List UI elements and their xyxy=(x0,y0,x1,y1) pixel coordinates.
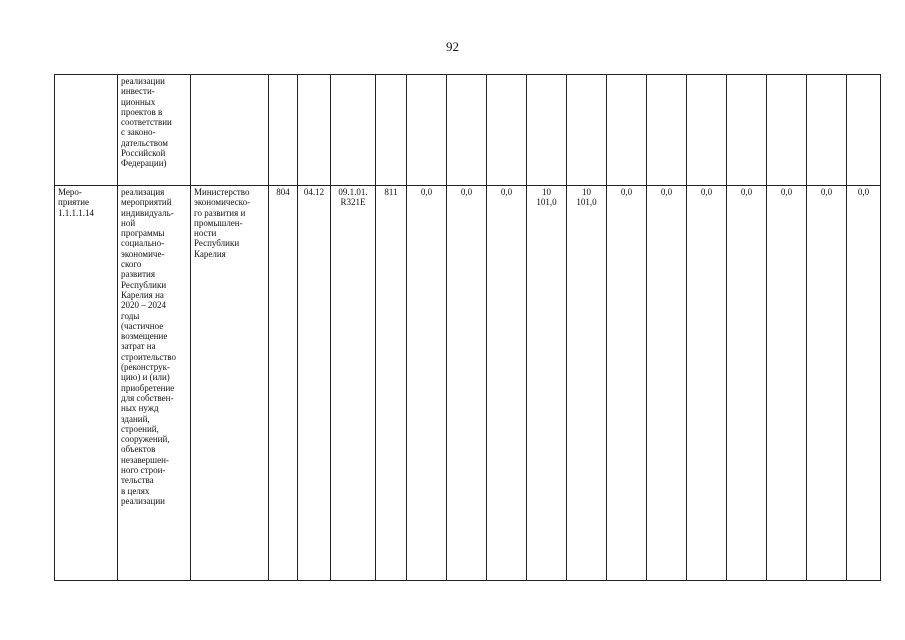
value-cell xyxy=(647,75,687,186)
value-cell xyxy=(607,75,647,186)
value-cell: 0,0 xyxy=(407,186,447,581)
budget-table xyxy=(54,74,881,581)
value-cell xyxy=(687,75,727,186)
rzpr-cell xyxy=(298,75,331,186)
value-cell: 0,0 xyxy=(807,186,847,581)
value-cell: 0,0 xyxy=(687,186,727,581)
vr-cell xyxy=(376,75,407,186)
value-cell: 0,0 xyxy=(767,186,807,581)
value-cell xyxy=(847,75,881,186)
vr-cell: 811 xyxy=(376,186,407,581)
value-cell: 10 101,0 xyxy=(567,186,607,581)
grbs-cell xyxy=(269,75,298,186)
value-cell: 0,0 xyxy=(607,186,647,581)
rzpr-cell: 04.12 xyxy=(298,186,331,581)
value-cell: 0,0 xyxy=(447,186,487,581)
value-cell xyxy=(727,75,767,186)
value-cell xyxy=(487,75,527,186)
value-cell xyxy=(807,75,847,186)
value-cell xyxy=(767,75,807,186)
page-number: 92 xyxy=(446,39,459,54)
csr-cell xyxy=(331,75,376,186)
grbs-cell: 804 xyxy=(269,186,298,581)
executor-cell: Министерство экономическо- го развития и промышлен- ности Республики Карелия xyxy=(191,186,269,581)
value-cell: 10 101,0 xyxy=(527,186,567,581)
value-cell xyxy=(447,75,487,186)
csr-cell: 09.1.01. R321E xyxy=(331,186,376,581)
table-row-activity xyxy=(55,186,881,581)
value-cell xyxy=(567,75,607,186)
activity-label-cell: Меро- приятие 1.1.1.1.14 xyxy=(55,186,118,581)
row-label-cell xyxy=(55,75,118,186)
value-cell xyxy=(407,75,447,186)
value-cell: 0,0 xyxy=(727,186,767,581)
activity-description-cell: реализация мероприятий индивидуаль- ной программы социально- экономиче- ского развития Республики Карелия на 2020 – 2024 годы (частичное возмещение затрат на строительство (реконструк- цию) и (или) приобретение для собствен- ных нужд зданий, строений, сооружений, объектов незавершен- ного строи- тельства в целях реализации xyxy=(118,186,191,581)
value-cell: 0,0 xyxy=(647,186,687,581)
value-cell xyxy=(527,75,567,186)
activity-description-cell: реализации инвести- ционных проектов в соответствии с законо- дательством Российской Федерации) xyxy=(118,75,191,186)
value-cell: 0,0 xyxy=(847,186,881,581)
table-row-continuation xyxy=(55,75,881,186)
executor-cell xyxy=(191,75,269,186)
value-cell: 0,0 xyxy=(487,186,527,581)
